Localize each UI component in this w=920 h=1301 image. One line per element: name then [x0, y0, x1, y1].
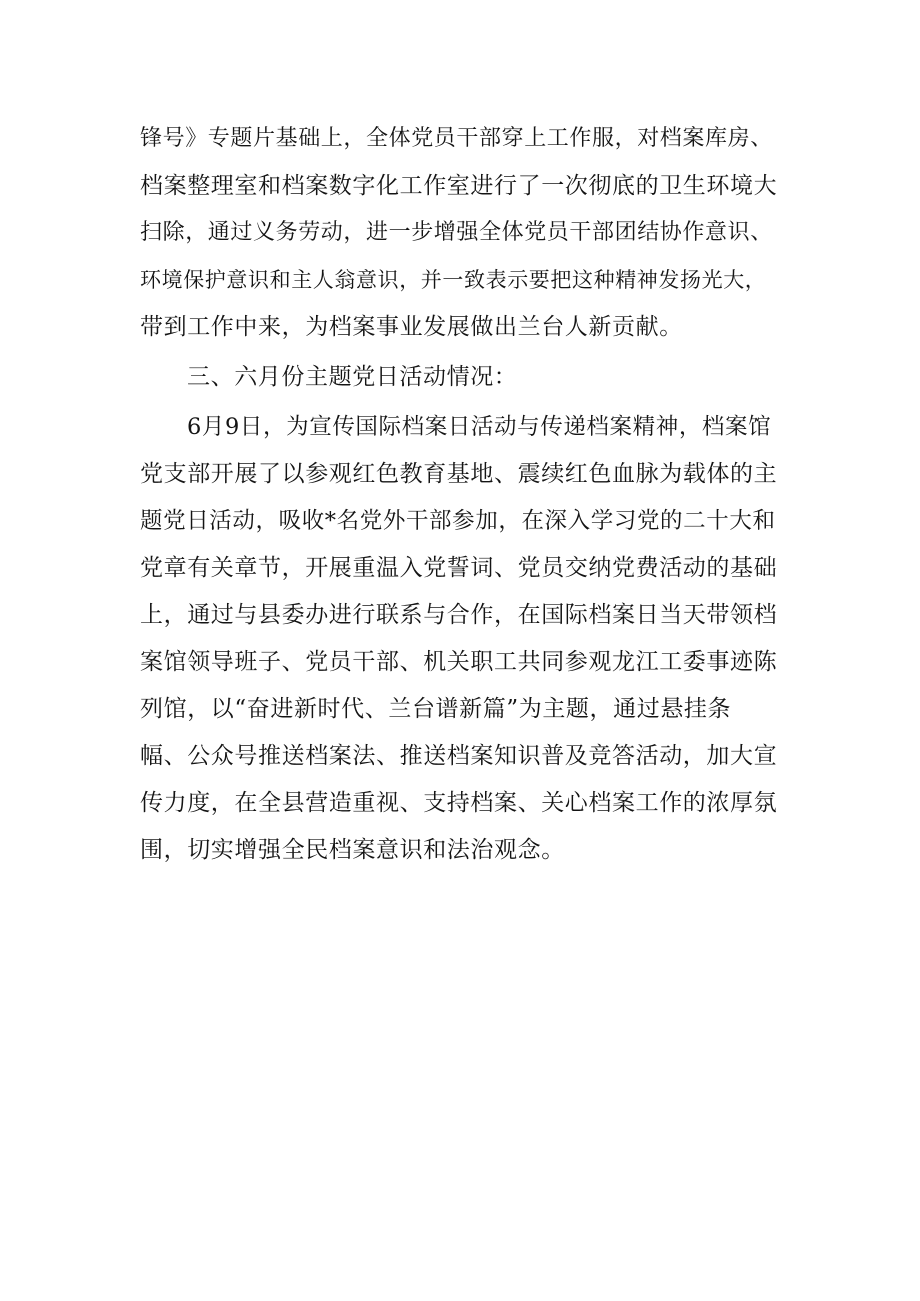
paragraph-line: 案馆领导班子、党员干部、机关职工共同参观龙江工委事迹陈	[140, 649, 778, 675]
paragraph-line: 题党日活动，吸收*名党外干部参加，在深入学习党的二十大和	[140, 508, 776, 534]
paragraph-line: 党支部开展了以参观红色教育基地、震续红色血脉为载体的主	[140, 461, 778, 487]
paragraph-line: 列馆，以“奋进新时代、兰台谱新篇”为主题，通过悬挂条	[140, 696, 732, 722]
paragraph-line: 党章有关章节，开展重温入党誓词、党员交纳党费活动的基础	[140, 555, 778, 581]
paragraph-line: 锋号》专题片基础上，全体党员干部穿上工作服，对档案库房、	[140, 126, 773, 151]
paragraph-line: 幅、公众号推送档案法、推送档案知识普及竞答活动，加大宣	[140, 743, 778, 769]
paragraph-line: 上，通过与县委办进行联系与合作，在国际档案日当天带领档	[140, 602, 778, 628]
paragraph-line: 传力度，在全县营造重视、支持档案、关心档案工作的浓厚氛	[140, 790, 778, 816]
paragraph-line: 环境保护意识和主人翁意识，并一致表示要把这种精神发扬光大，	[140, 268, 767, 292]
paragraph-line: 6月9日，为宣传国际档案日活动与传递档案精神，档案馆	[187, 414, 772, 440]
paragraph-line: 档案整理室和档案数字化工作室进行了一次彻底的卫生环境大	[140, 173, 778, 199]
paragraph-line: 带到工作中来，为档案事业发展做出兰台人新贡献。	[140, 314, 683, 340]
paragraph-line: 扫除，通过义务劳动，进一步增强全体党员干部团结协作意识、	[140, 220, 773, 245]
paragraph-line: 围，切实增强全民档案意识和法治观念。	[140, 837, 565, 863]
section-heading: 三、六月份主题党日活动情况：	[187, 364, 518, 390]
